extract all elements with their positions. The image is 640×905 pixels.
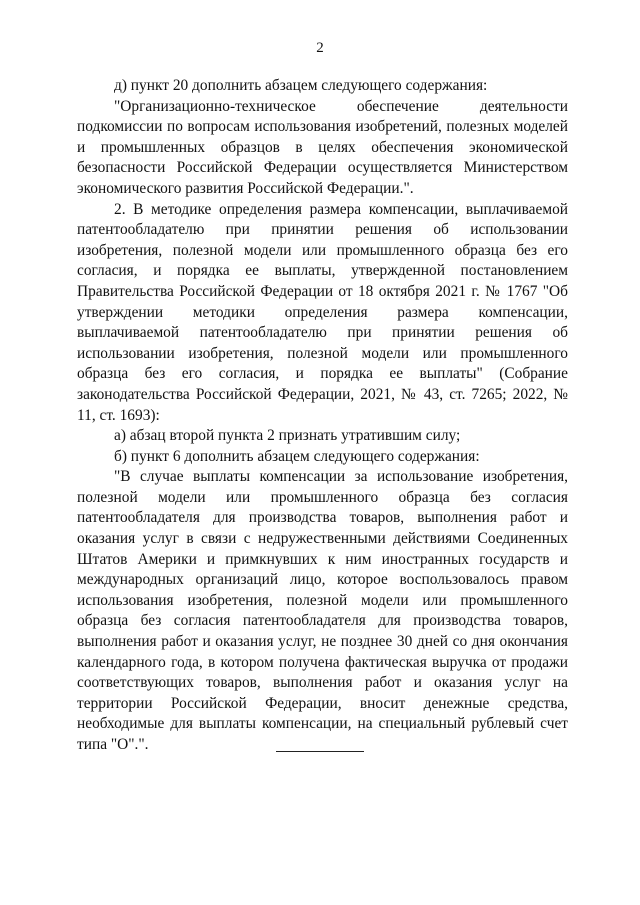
paragraph-item-a: а) абзац второй пункта 2 признать утратившим силу; [114, 427, 461, 445]
page-number: 2 [316, 40, 324, 56]
paragraph-item-d: д) пункт 20 дополнить абзацем следующего содержания: [114, 77, 488, 94]
paragraph-item-2-methodology: 2. В методике определения размера компенсации, выплачиваемой патентообладателю при принятии решения об использовании изобретения, полезной модели или промышленного образца без его согласия, и порядка ее выплаты, утвержденной постановлением Правительства Российской Федерации от 18 октября 2021 г. № 1767 "Об утверждении методики определения размера компенсации, выплачиваемой патентообладателю при принятии решения об использовании изобретения, полезной модели или промышленного образца без его согласия, и порядка ее выплаты" (Собрание законодательства Российской Федерации, 2021, № 43, ст. 7265; 2022, № 11, ст. 1693): [77, 200, 568, 424]
paragraph-quote-compensation: "В случае выплаты компенсации за использование изобретения, полезной модели или промышленного образца без согласия патентообладателя для производства товаров, выполнения работ и оказания услуг в связи с недружественными действиями Соединенных Штатов Америки и примкнувших к ним иностранных государств и международных организаций лицо, которое воспользовалось правом использования изобретения, полезной модели или промышленного образца без согласия патентообладателя для производства товаров, выполнения работ и оказания услуг, не позднее 30 дней со дня окончания календарного года, в котором получена фактическая выручка от продажи соответствующих товаров, выполнения работ и оказания услуг на территории Российской Федерации, вносит денежные средства, необходимые для выплаты компенсации, на специальный рублевый счет типа "О".". [77, 468, 568, 753]
document-body [77, 76, 568, 756]
paragraph-item-b: б) пункт 6 дополнить абзацем следующего содержания: [114, 447, 480, 465]
paragraph-quote-organization: "Организационно-техническое обеспечение деятельности подкомиссии по вопросам использования изобретений, полезных моделей и промышленных образцов в целях обеспечения экономической безопасности Российской Федерации осуществляется Министерством экономического развития Российской Федерации.". [77, 97, 568, 197]
end-divider-line [276, 751, 364, 752]
